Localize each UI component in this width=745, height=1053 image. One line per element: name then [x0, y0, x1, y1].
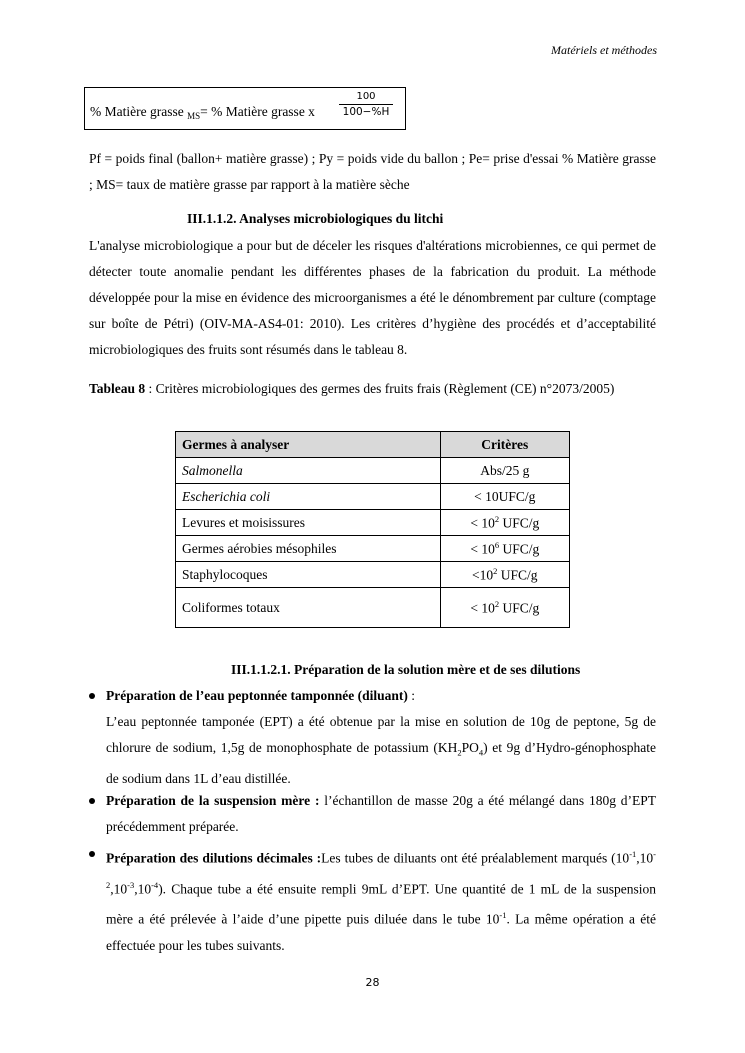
bullet-text: Préparation des dilutions décimales :Les tubes de diluants ont été préalablement marqués $(10^{-1},10^{-2},10^{-3},10^{-4})$. Chaque tube a été ensuite rempli 9mL d’EPT. Une quantité de 1 mL de la suspension mère a été prélevée à l’aide d’une pipette puis diluée dans le tube $10^{-1}$. La même opération a été effectuée pour les tubes suivants.	[106, 849, 657, 953]
table-row	[176, 458, 570, 484]
table-caption: Tableau 8 : Critères microbiologiques des germes des fruits frais (Règlement (CE) n°2073/2005)	[89, 381, 615, 396]
page-number: 28	[365, 976, 380, 989]
formula-legend: Pf = poids final (ballon+ matière grasse) ; Py = poids vide du ballon ; Pe= prise d'essai % Matière grasse ; MS= taux de matière grasse par rapport à la matière sèche	[89, 151, 656, 192]
criterion-cell: Abs/25 g	[440, 458, 569, 484]
header-germs: Germes à analyser	[176, 432, 441, 458]
bullet-text: Préparation de la suspension mère : l’échantillon de masse 20g a été mélangé dans 180g d’EPT précédemment préparée.	[106, 793, 657, 834]
germ-cell: Levures et moisissures	[176, 510, 441, 536]
germ-cell: Staphylocoques	[176, 562, 441, 588]
bullet-text: Préparation de l’eau peptonnée tamponnée (diluant) : L’eau peptonnée tamponée (EPT) a été obtenue par la mise en solution de 10g de peptone, 5g de chlorure de sodium, 1,5g de monophosphate de potassium $(KH_2PO_4)$ et 9g d’Hydro-génophosphate de sodium dans 1L d’eau distillée.	[106, 688, 656, 786]
criterion-cell: < $10^2$ UFC/g	[440, 510, 569, 536]
germ-cell: Escherichia coli	[176, 484, 441, 510]
criterion-cell: $<10^2$ UFC/g	[440, 562, 569, 588]
fraction-numerator: 100	[356, 91, 376, 102]
formula-fraction	[339, 91, 393, 118]
germ-cell: Coliformes totaux	[176, 588, 441, 628]
germ-cell: Germes aérobies mésophiles	[176, 536, 441, 562]
intro-paragraph: L'analyse microbiologique a pour but de déceler les risques d'altérations microbiennes, ce qui permet de détecter toute anomalie pendant les différentes phases de la fabrication du produit. La méthode développée pour la mise en évidence des microorganismes a été le dénombrement par culture (comptage sur boîte de Pétri) (OIV-MA-AS4-01: 2010). Les critères d’hygiène des procédés et d’acceptabilité microbiologiques des fruits sont résumés dans le tableau 8.	[89, 238, 656, 357]
bullet-dot	[89, 798, 95, 804]
criterion-cell: < $10^2$ UFC/g	[440, 588, 569, 628]
formula-subscript: MS	[187, 111, 201, 121]
header-criteria: Critères	[440, 432, 569, 458]
table-row	[176, 588, 570, 628]
subsection-heading: III.1.1.2.1. Préparation de la solution mère et de ses dilutions	[231, 662, 581, 677]
fraction-bar	[339, 104, 393, 105]
bullet-dot	[89, 851, 95, 857]
section-heading: III.1.1.2. Analyses microbiologiques du litchi	[187, 211, 444, 226]
table-row	[176, 510, 570, 536]
table-header-row	[176, 432, 570, 458]
table-row	[176, 484, 570, 510]
running-header: Matériels et méthodes	[551, 43, 657, 57]
criteria-table	[175, 431, 570, 628]
table-row	[176, 536, 570, 562]
bullet-dot	[89, 693, 95, 699]
table-row	[176, 562, 570, 588]
criterion-cell: < 10UFC/g	[440, 484, 569, 510]
fraction-denominator: 100−%H	[342, 106, 390, 118]
criterion-cell: < $10^6$ UFC/g	[440, 536, 569, 562]
formula-text: % Matière grasse $_{MS}$= % Matière grasse x	[90, 104, 315, 121]
germ-cell: Salmonella	[176, 458, 441, 484]
